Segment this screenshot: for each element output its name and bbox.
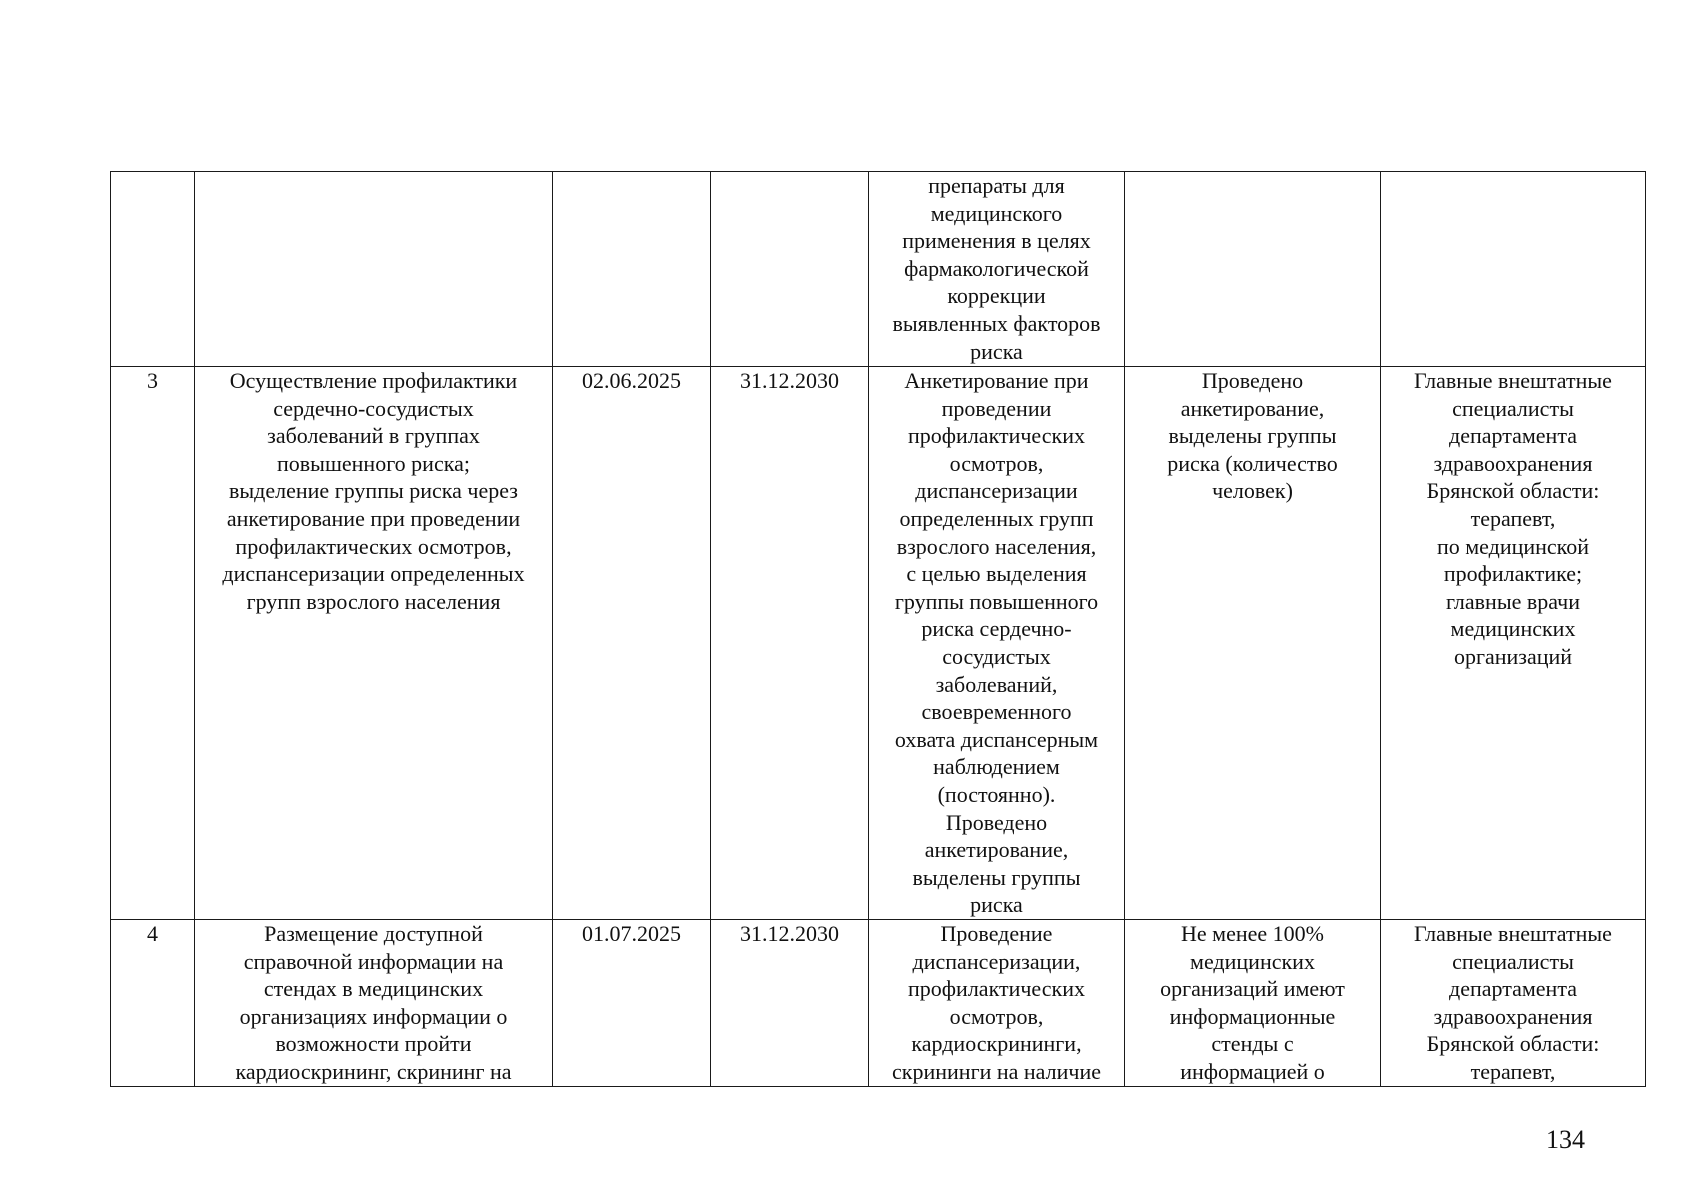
cell-start-date: 01.07.2025 [553, 920, 711, 1087]
cell-result: Проведение диспансеризации, профилактических осмотров, кардиоскрининги, скрининги на наличие [869, 920, 1125, 1087]
cell-responsible: Главные внештатные специалисты департамента здравоохранения Брянской области: терапевт, [1381, 920, 1646, 1087]
page-number: 134 [1546, 1125, 1585, 1154]
table-row [111, 367, 1646, 920]
cell-measure: Размещение доступной справочной информации на стендах в медицинских организациях информации о возможности пройти кардиоскрининг, скрининг на [195, 920, 553, 1087]
cell-end-date: 31.12.2030 [711, 367, 869, 920]
cell-measure [195, 172, 553, 367]
cell-responsible [1381, 172, 1646, 367]
cell-end-date [711, 172, 869, 367]
cell-indicator: Не менее 100% медицинских организаций имеют информационные стенды с информацией о [1125, 920, 1381, 1087]
table-row [111, 920, 1646, 1087]
cell-indicator [1125, 172, 1381, 367]
cell-indicator: Проведено анкетирование, выделены группы риска (количество человек) [1125, 367, 1381, 920]
cell-end-date: 31.12.2030 [711, 920, 869, 1087]
cell-number: 4 [111, 920, 195, 1087]
cell-result: препараты для медицинского применения в целях фармакологической коррекции выявленных факторов риска [869, 172, 1125, 367]
plan-table [110, 171, 1646, 1087]
cell-start-date [553, 172, 711, 367]
table-row [111, 172, 1646, 367]
cell-result: Анкетирование при проведении профилактических осмотров, диспансеризации определенных групп взрослого населения, с целью выделения группы повышенного риска сердечно- сосудистых заболеваний, своевременного охвата диспансерным наблюдением (постоянно). Проведено анкетирование, выделены группы риска [869, 367, 1125, 920]
cell-measure: Осуществление профилактики сердечно-сосудистых заболеваний в группах повышенного риска; выделение группы риска через анкетирование при проведении профилактических осмотров, диспансеризации определенных групп взрослого населения [195, 367, 553, 920]
cell-start-date: 02.06.2025 [553, 367, 711, 920]
cell-number [111, 172, 195, 367]
cell-responsible: Главные внештатные специалисты департамента здравоохранения Брянской области: терапевт, по медицинской профилактике; главные врачи медицинских организаций [1381, 367, 1646, 920]
cell-number: 3 [111, 367, 195, 920]
